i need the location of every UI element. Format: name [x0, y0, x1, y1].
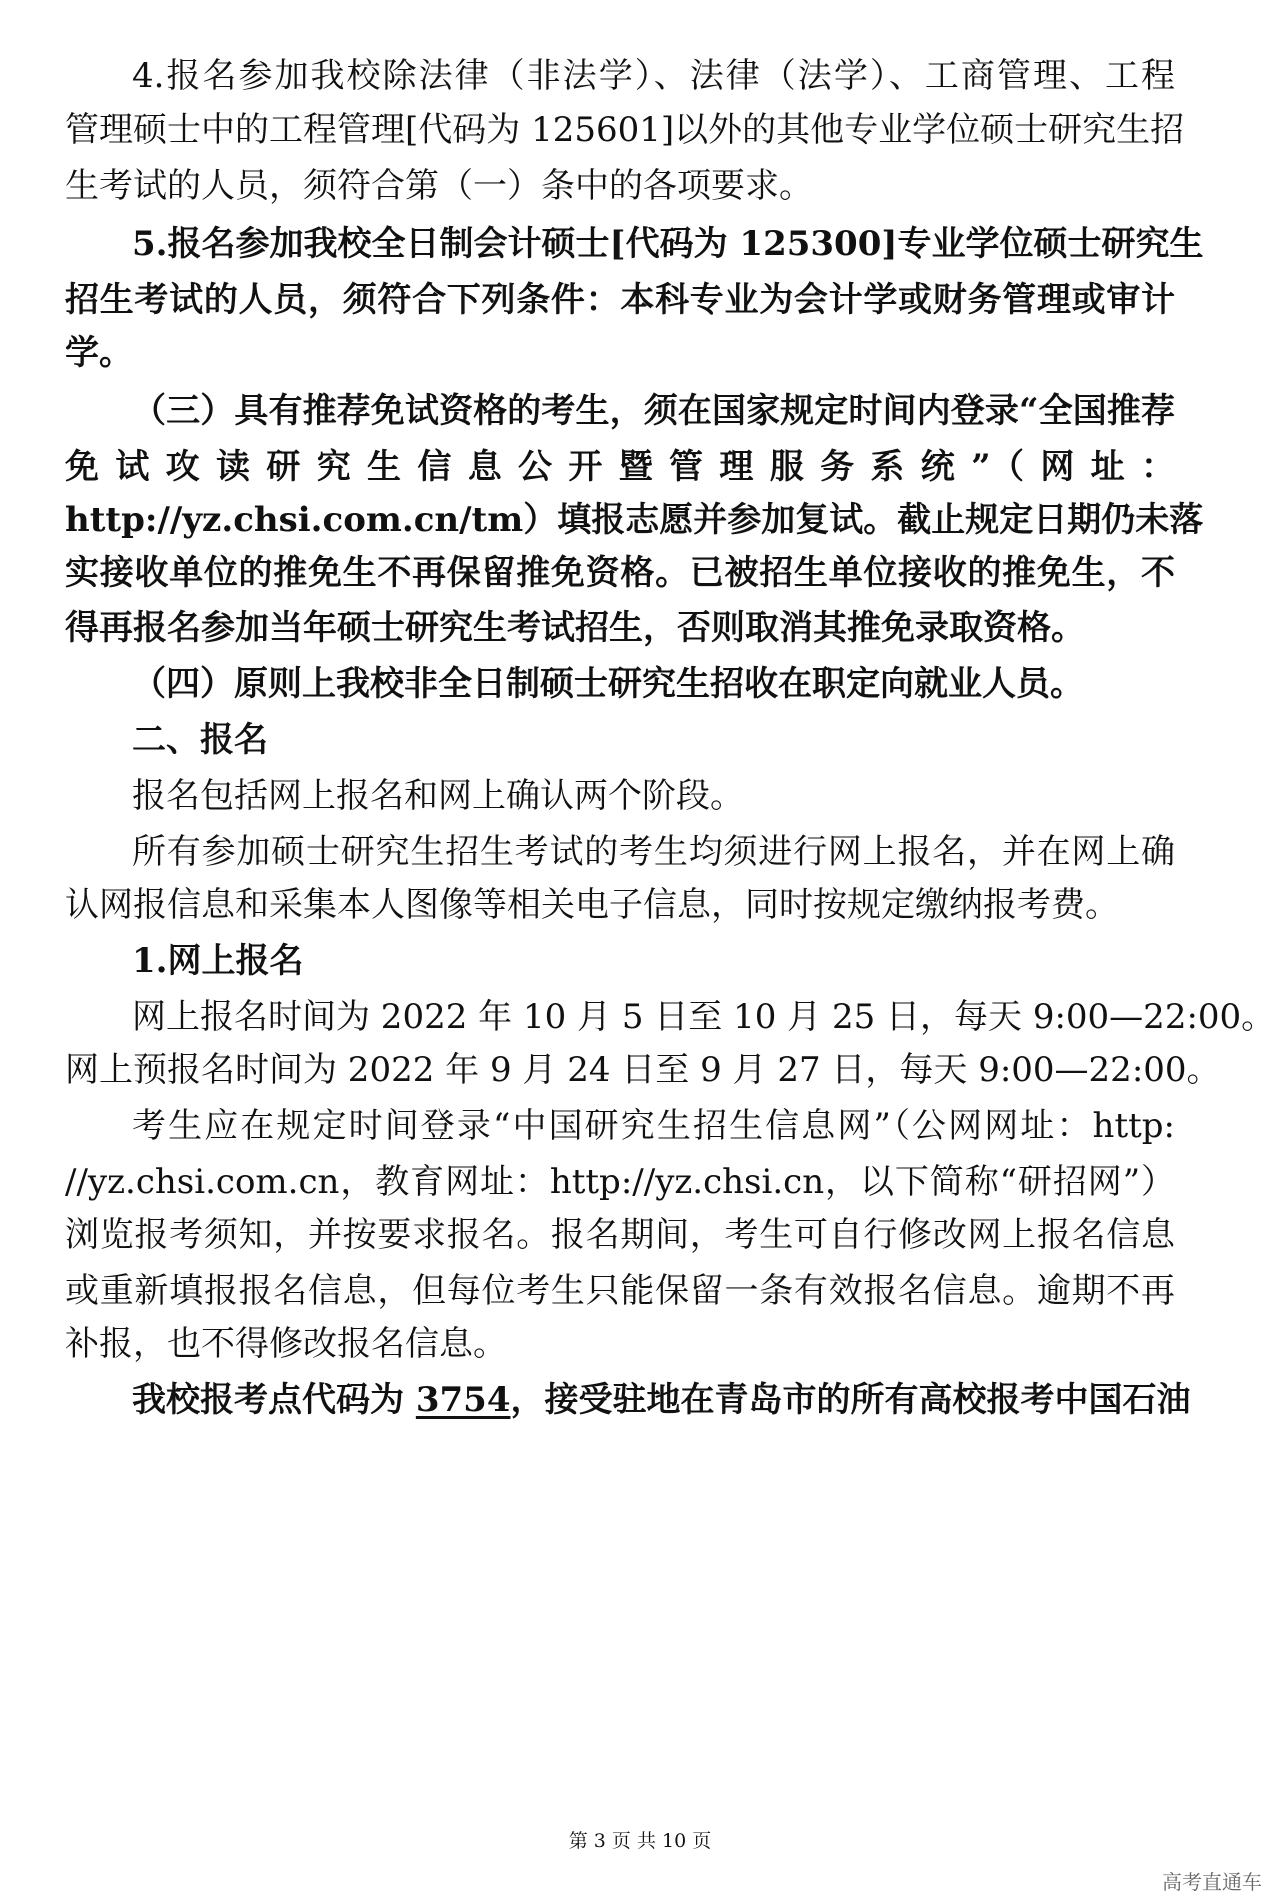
text-run: ，接受驻地在青岛市的所有高校报考中国石油 [510, 1380, 1191, 1420]
paragraph-line: 4.报名参加我校除法律（非法学）、法律（法学）、工商管理、工程 [132, 56, 1175, 96]
paragraph-line: 所有参加硕士研究生招生考试的考生均须进行网上报名，并在网上确 [132, 832, 1175, 872]
paragraph-line: 学。 [65, 333, 133, 373]
paragraph-line: 浏览报考须知，并按要求报名。报名期间，考生可自行修改网上报名信息 [65, 1215, 1175, 1255]
paragraph-line: 报名包括网上报名和网上确认两个阶段。 [132, 776, 744, 816]
paragraph-line: 或重新填报报名信息，但每位考生只能保留一条有效报名信息。逾期不再 [65, 1271, 1175, 1311]
paragraph-line: //yz.chsi.com.cn，教育网址：http://yz.chsi.cn，以下简称“研招网”） [65, 1162, 1175, 1202]
section-heading: 二、报名 [132, 720, 268, 760]
paragraph-line: 实接收单位的推免生不再保留推免资格。已被招生单位接收的推免生，不 [65, 553, 1175, 593]
paragraph-line: （三）具有推荐免试资格的考生，须在国家规定时间内登录“全国推荐 [132, 391, 1175, 431]
paragraph-line: 5.报名参加我校全日制会计硕士[代码为 125300]专业学位硕士研究生 [132, 224, 1204, 264]
watermark: 高考直通车 [1162, 1870, 1262, 1894]
exam-site-code: 3754 [415, 1380, 511, 1420]
paragraph-line: 认网报信息和采集本人图像等相关电子信息，同时按规定缴纳报考费。 [65, 885, 1119, 925]
paragraph-line [132, 1378, 1191, 1422]
paragraph-line: 得再报名参加当年硕士研究生考试招生，否则取消其推免录取资格。 [65, 608, 1085, 648]
paragraph-line: 生考试的人员，须符合第（一）条中的各项要求。 [65, 166, 813, 206]
paragraph-line: http://yz.chsi.com.cn/tm）填报志愿并参加复试。截止规定日期仍未落 [65, 500, 1204, 540]
paragraph-line: 网上报名时间为 2022 年 10 月 5 日至 10 月 25 日，每天 9:00—22:00。 [132, 997, 1276, 1037]
text-run: 我校报考点代码为 [132, 1380, 416, 1420]
paragraph-line: 免试攻读研究生信息公开暨管理服务系统”（网址： [65, 447, 1175, 487]
paragraph-line: 补报，也不得修改报名信息。 [65, 1324, 507, 1364]
page-number: 第 3 页 共 10 页 [568, 1830, 712, 1852]
paragraph-line: 管理硕士中的工程管理[代码为 125601]以外的其他专业学位硕士研究生招 [65, 110, 1185, 150]
subsection-heading: 1.网上报名 [132, 941, 304, 981]
paragraph-line: 考生应在规定时间登录“中国研究生招生信息网”（公网网址：http: [132, 1106, 1175, 1146]
paragraph-line: 招生考试的人员，须符合下列条件：本科专业为会计学或财务管理或审计 [65, 280, 1175, 320]
paragraph-line: 网上预报名时间为 2022 年 9 月 24 日至 9 月 27 日，每天 9:00—22:00。 [65, 1050, 1221, 1090]
paragraph-line: （四）原则上我校非全日制硕士研究生招收在职定向就业人员。 [132, 664, 1084, 704]
